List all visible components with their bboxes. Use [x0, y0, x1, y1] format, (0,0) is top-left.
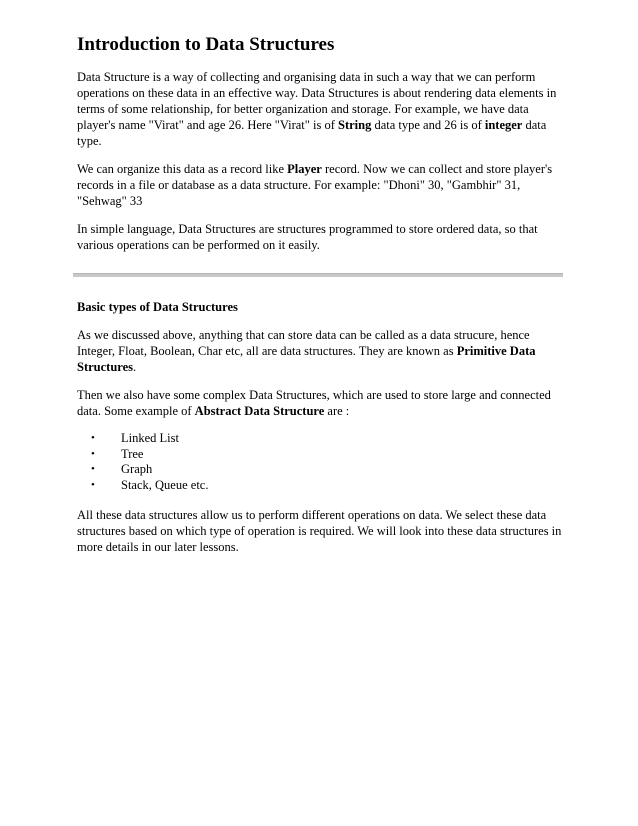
- section-paragraph-3: All these data structures allow us to perform different operations on data. We select these data structures based on which type of operation is required. We will look into these data structures in more details in our later lessons.: [77, 508, 562, 554]
- bullet-icon: •: [91, 478, 95, 491]
- bullet-icon: •: [91, 432, 95, 444]
- document-page: [77, 34, 567, 567]
- primitive-keyword: Primitive Data Structures: [77, 344, 536, 374]
- intro-paragraph-1: [77, 69, 567, 149]
- list-item: [91, 431, 567, 447]
- section-paragraph-1: [77, 327, 567, 375]
- section-p2-text-c: are :: [324, 404, 350, 418]
- bullet-icon: •: [91, 447, 95, 460]
- list-item-label: Tree: [121, 446, 144, 461]
- list-item-label: Linked List: [121, 431, 179, 445]
- page-title: Introduction to Data Structures: [77, 34, 335, 55]
- list-item-label: Stack, Queue etc.: [121, 477, 209, 492]
- section-p1-text-a: As we discussed above, anything that can store data can be called as a data strucure, hence Integer, Float, Boolean, Char etc, all are data structures. They are known as: [77, 328, 530, 358]
- integer-keyword: integer: [484, 118, 523, 132]
- section-p2-text-a: Then we also have some complex Data Structures, which are used to store large and connected data. Some example of: [77, 388, 551, 418]
- intro-p2-text-c: record. Now we can collect and store player's records in a file or database as a data structure. For example: "Dhoni" 30, "Gambhir" 31, "Sehwag" 33: [77, 162, 553, 208]
- list-item: [91, 447, 567, 463]
- abstract-keyword: Abstract Data Structure: [194, 404, 325, 418]
- intro-paragraph-3: In simple language, Data Structures are structures programmed to store ordered data, so that various operations can be performed on it easily.: [77, 222, 538, 252]
- list-item: [91, 478, 567, 494]
- intro-p1-text-a: Data Structure is a way of collecting and organising data in such a way that we can perform operations on these data in an effective way. Data Structures is about rendering data elements in terms of some relationship, for better organization and storage. For example, we have data player's name "Virat" and age 26. Here "Virat" is of: [77, 70, 557, 132]
- player-keyword: Player: [287, 162, 322, 176]
- intro-p1-text-c: data type and 26 is of: [371, 118, 485, 132]
- list-item: [91, 462, 567, 478]
- section-heading: Basic types of Data Structures: [77, 300, 238, 314]
- horizontal-divider: [73, 273, 563, 277]
- data-structure-list: [77, 431, 567, 493]
- intro-paragraph-2: [77, 161, 567, 209]
- section-paragraph-2: [77, 387, 567, 419]
- section-p1-text-c: .: [133, 360, 137, 374]
- intro-p2-text-a: We can organize this data as a record like: [77, 162, 288, 176]
- intro-p1-text-d: data type.: [77, 118, 547, 148]
- string-keyword: String: [338, 118, 372, 132]
- list-item-label: Graph: [121, 462, 153, 476]
- bullet-icon: •: [91, 463, 95, 475]
